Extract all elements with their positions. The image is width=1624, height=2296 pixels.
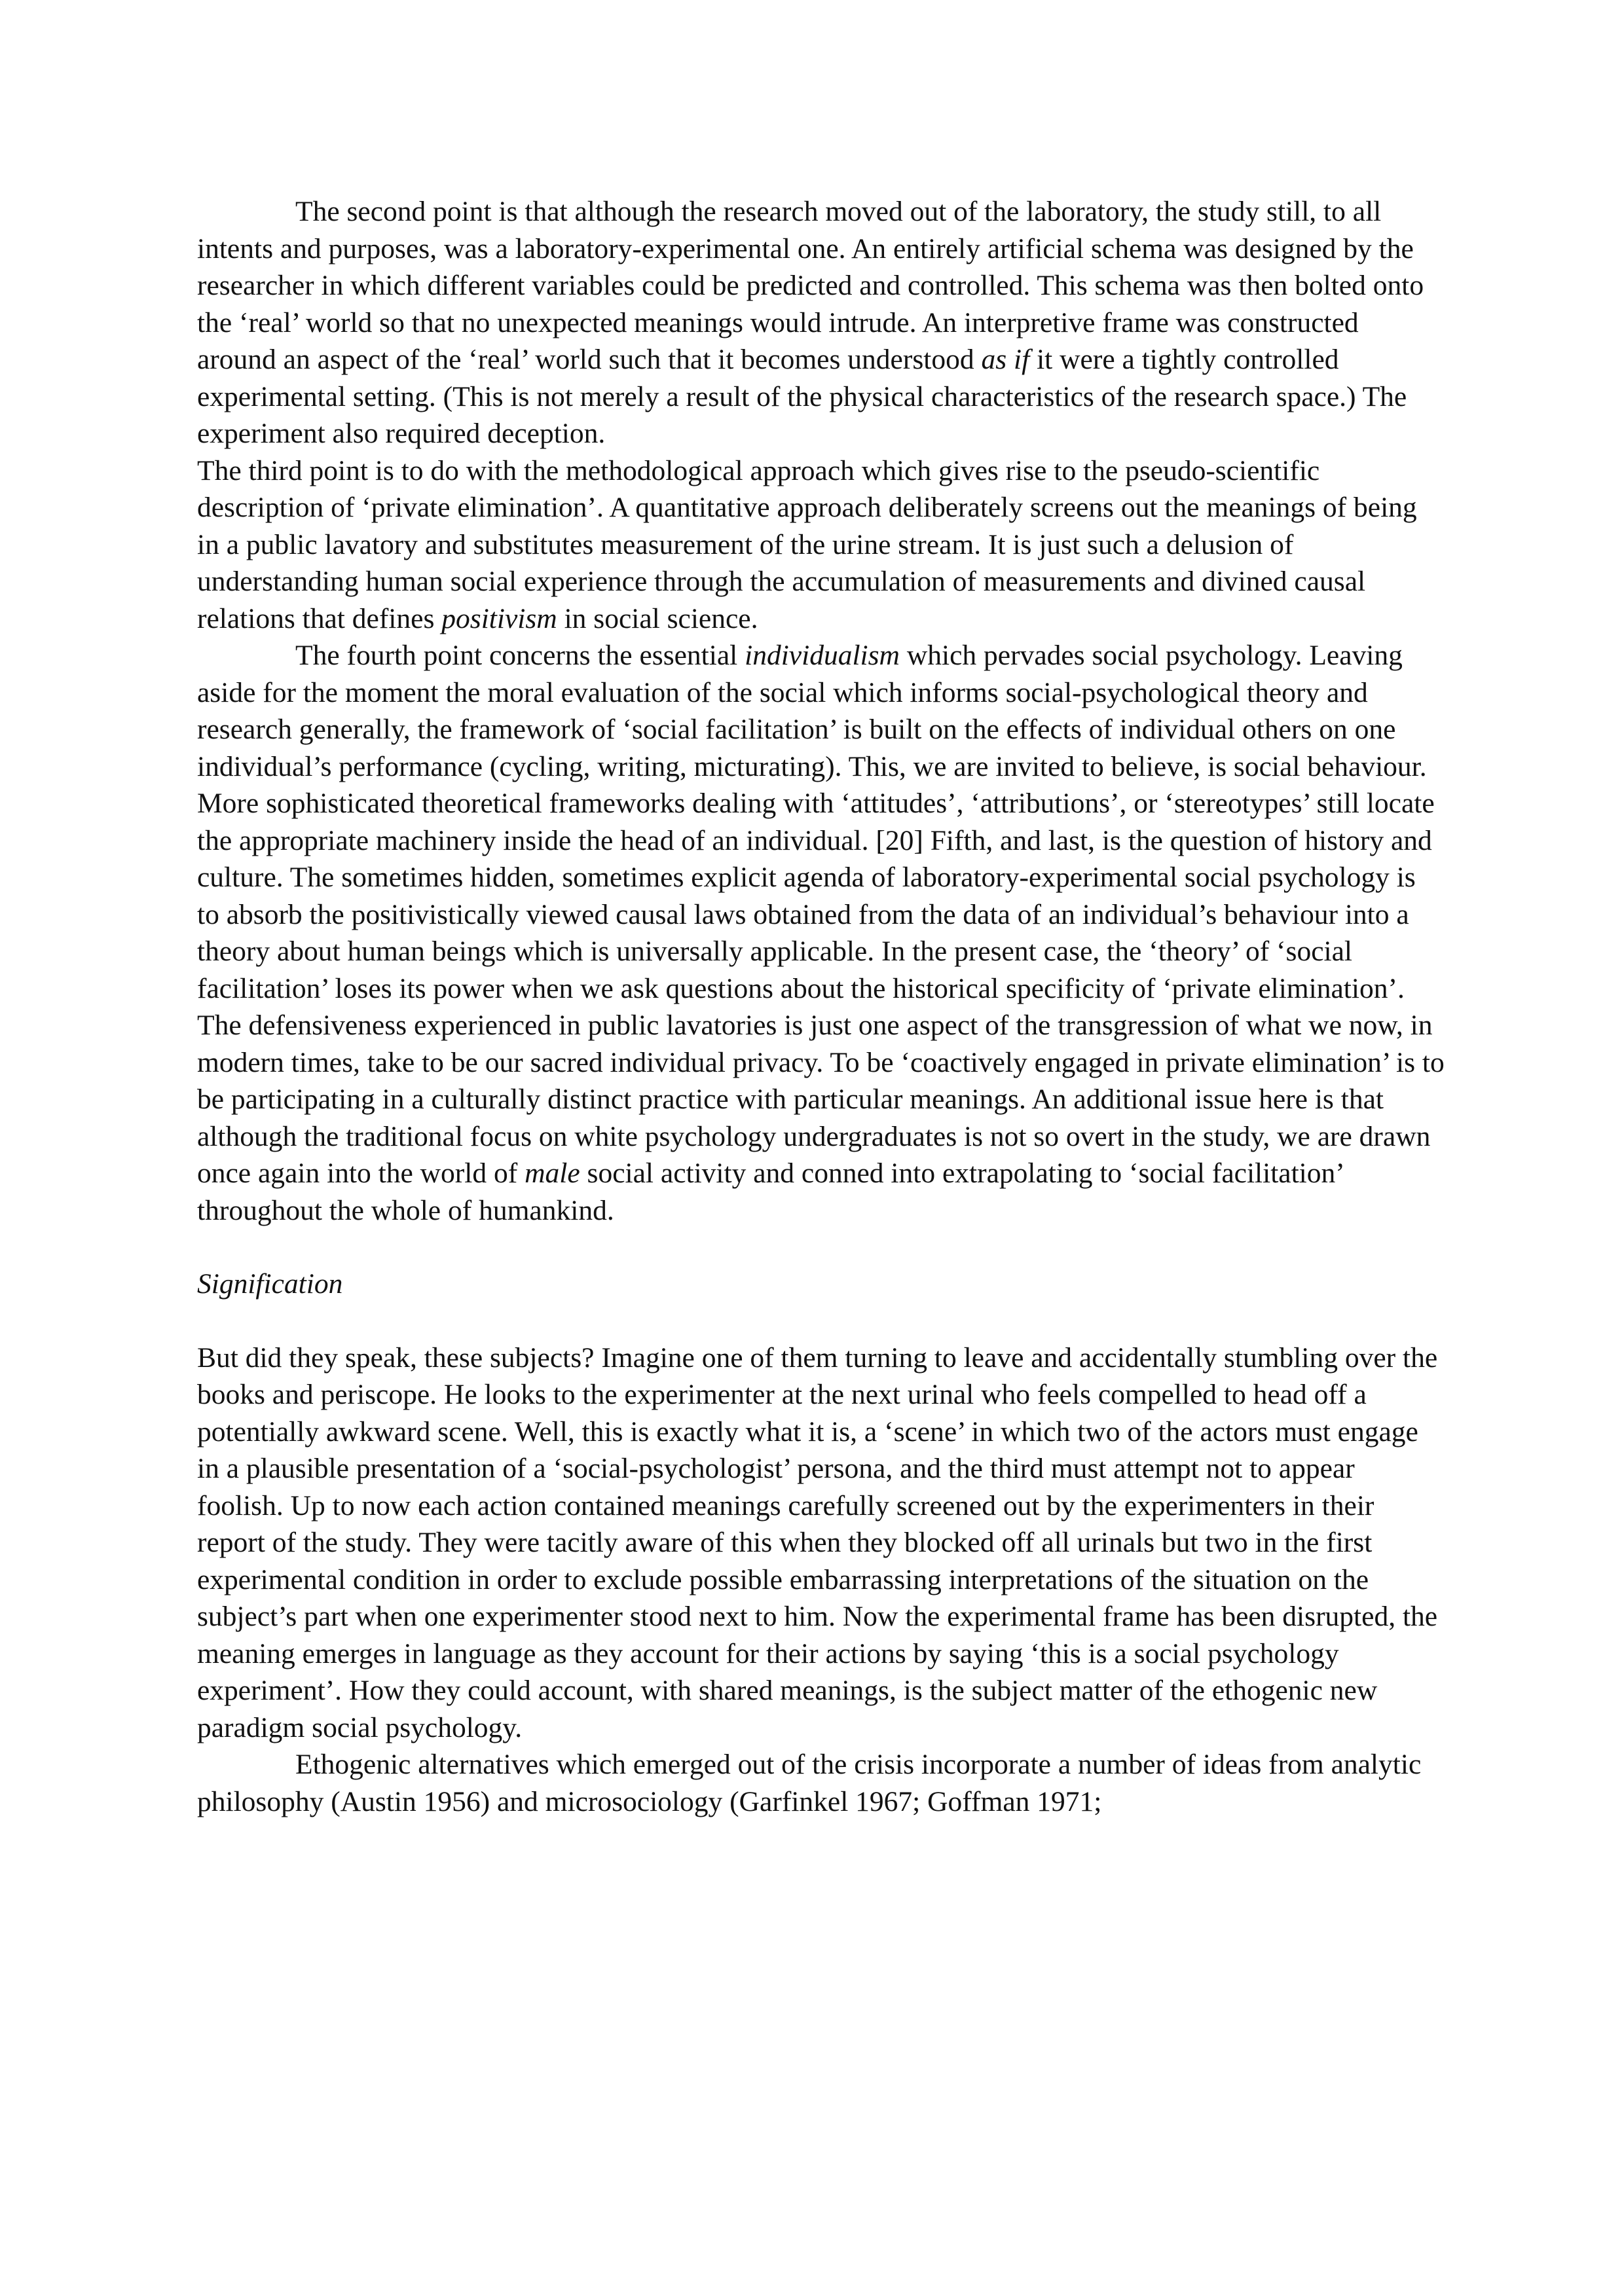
- paragraph-text: Ethogenic alternatives which emerged out of the crisis incorporate a number of ideas from analytic philosophy (Austin 1956) and microsociology (Garfinkel 1967; Goffman 1971;: [197, 1749, 1422, 1817]
- document-page: [197, 193, 1445, 1820]
- emphasis-text: individualism: [745, 640, 900, 671]
- paragraph-second-point: [197, 193, 1445, 452]
- paragraph-text: But did they speak, these subjects? Imagine one of them turning to leave and accidentally stumbling over the books and periscope. He looks to the experimenter at the next urinal who feels compelled to head off a potentially awkward scene. Well, this is exactly what it is, a ‘scene’ in which two of the actors must engage in a plausible presentation of a ‘social-psychologist’ persona, and the third must attempt not to appear foolish. Up to now each action contained meanings carefully screened out by the experimenters in their report of the study. They were tacitly aware of this when they blocked off all urinals but two in the first experimental condition in order to exclude possible embarrassing interpretations of the situation on the subject’s part when one experimenter stood next to him. Now the experimental frame has been disrupted, the meaning emerges in language as they account for their actions by saying ‘this is a social psychology experiment’. How they could account, with shared meanings, is the subject matter of the ethogenic new paradigm social psychology.: [197, 1341, 1438, 1743]
- emphasis-text: as if: [981, 344, 1030, 375]
- paragraph-text: The third point is to do with the methodological approach which gives rise to the pseudo-scientific description of ‘private elimination’. A quantitative approach deliberately screens out the meanings of being in a public lavatory and substitutes measurement of the urine stream. It is just such a delusion of understanding human social experience through the accumulation of measurements and divined causal relations that defines: [197, 454, 1417, 634]
- paragraph-text: The second point is that although the research moved out of the laboratory, the study still, to all intents and purposes, was a laboratory-experimental one. An entirely artificial schema was designed by the researcher in which different variables could be predicted and controlled. This schema was then bolted onto the ‘real’ world so that no unexpected meanings would intrude. An interpretive frame was constructed around an aspect of the ‘real’ world such that it becomes understood: [197, 196, 1424, 375]
- paragraph-fourth-point: [197, 637, 1445, 1229]
- paragraph-ethogenic-alternatives: [197, 1746, 1445, 1820]
- paragraph-text: social activity and conned into extrapolating to ‘social facilitation’ throughout the whole of humankind.: [197, 1157, 1343, 1226]
- paragraph-text: in social science.: [557, 602, 758, 634]
- section-heading: Signification: [197, 1268, 343, 1300]
- paragraph-text: The fourth point concerns the essential: [295, 640, 745, 671]
- paragraph-signification: [197, 1339, 1445, 1747]
- paragraph-third-point: [197, 452, 1445, 638]
- paragraph-text: which pervades social psychology. Leaving aside for the moment the moral evaluation of the social which informs social-psychological theory and research generally, the framework of ‘social facilitation’ is built on the effects of individual others on one individual’s performance (cycling, writing, micturating). This, we are invited to believe, is social behaviour. More sophisticated theoretical frameworks dealing with ‘attitudes’, ‘attributions’, or ‘stereotypes’ still locate the appropriate machinery inside the head of an individual. [20] Fifth, and last, is the question of history and culture. The sometimes hidden, sometimes explicit agenda of laboratory-experimental social psychology is to absorb the positivistically viewed causal laws obtained from the data of an individual’s behaviour into a theory about human beings which is universally applicable. In the present case, the ‘theory’ of ‘social facilitation’ loses its power when we ask questions about the historical specificity of ‘private elimination’. The defensiveness experienced in public lavatories is just one aspect of the transgression of what we now, in modern times, take to be our sacred individual privacy. To be ‘coactively engaged in private elimination’ is to be participating in a culturally distinct practice with particular meanings. An additional issue here is that although the traditional focus on white psychology undergraduates is not so overt in the study, we are drawn once again into the world of: [197, 640, 1445, 1189]
- emphasis-text: male: [525, 1157, 580, 1189]
- paragraph-text: it were a tightly controlled experimental setting. (This is not merely a result of the physical characteristics of the research space.) The experiment also required deception.: [197, 344, 1407, 449]
- emphasis-text: positivism: [441, 602, 557, 634]
